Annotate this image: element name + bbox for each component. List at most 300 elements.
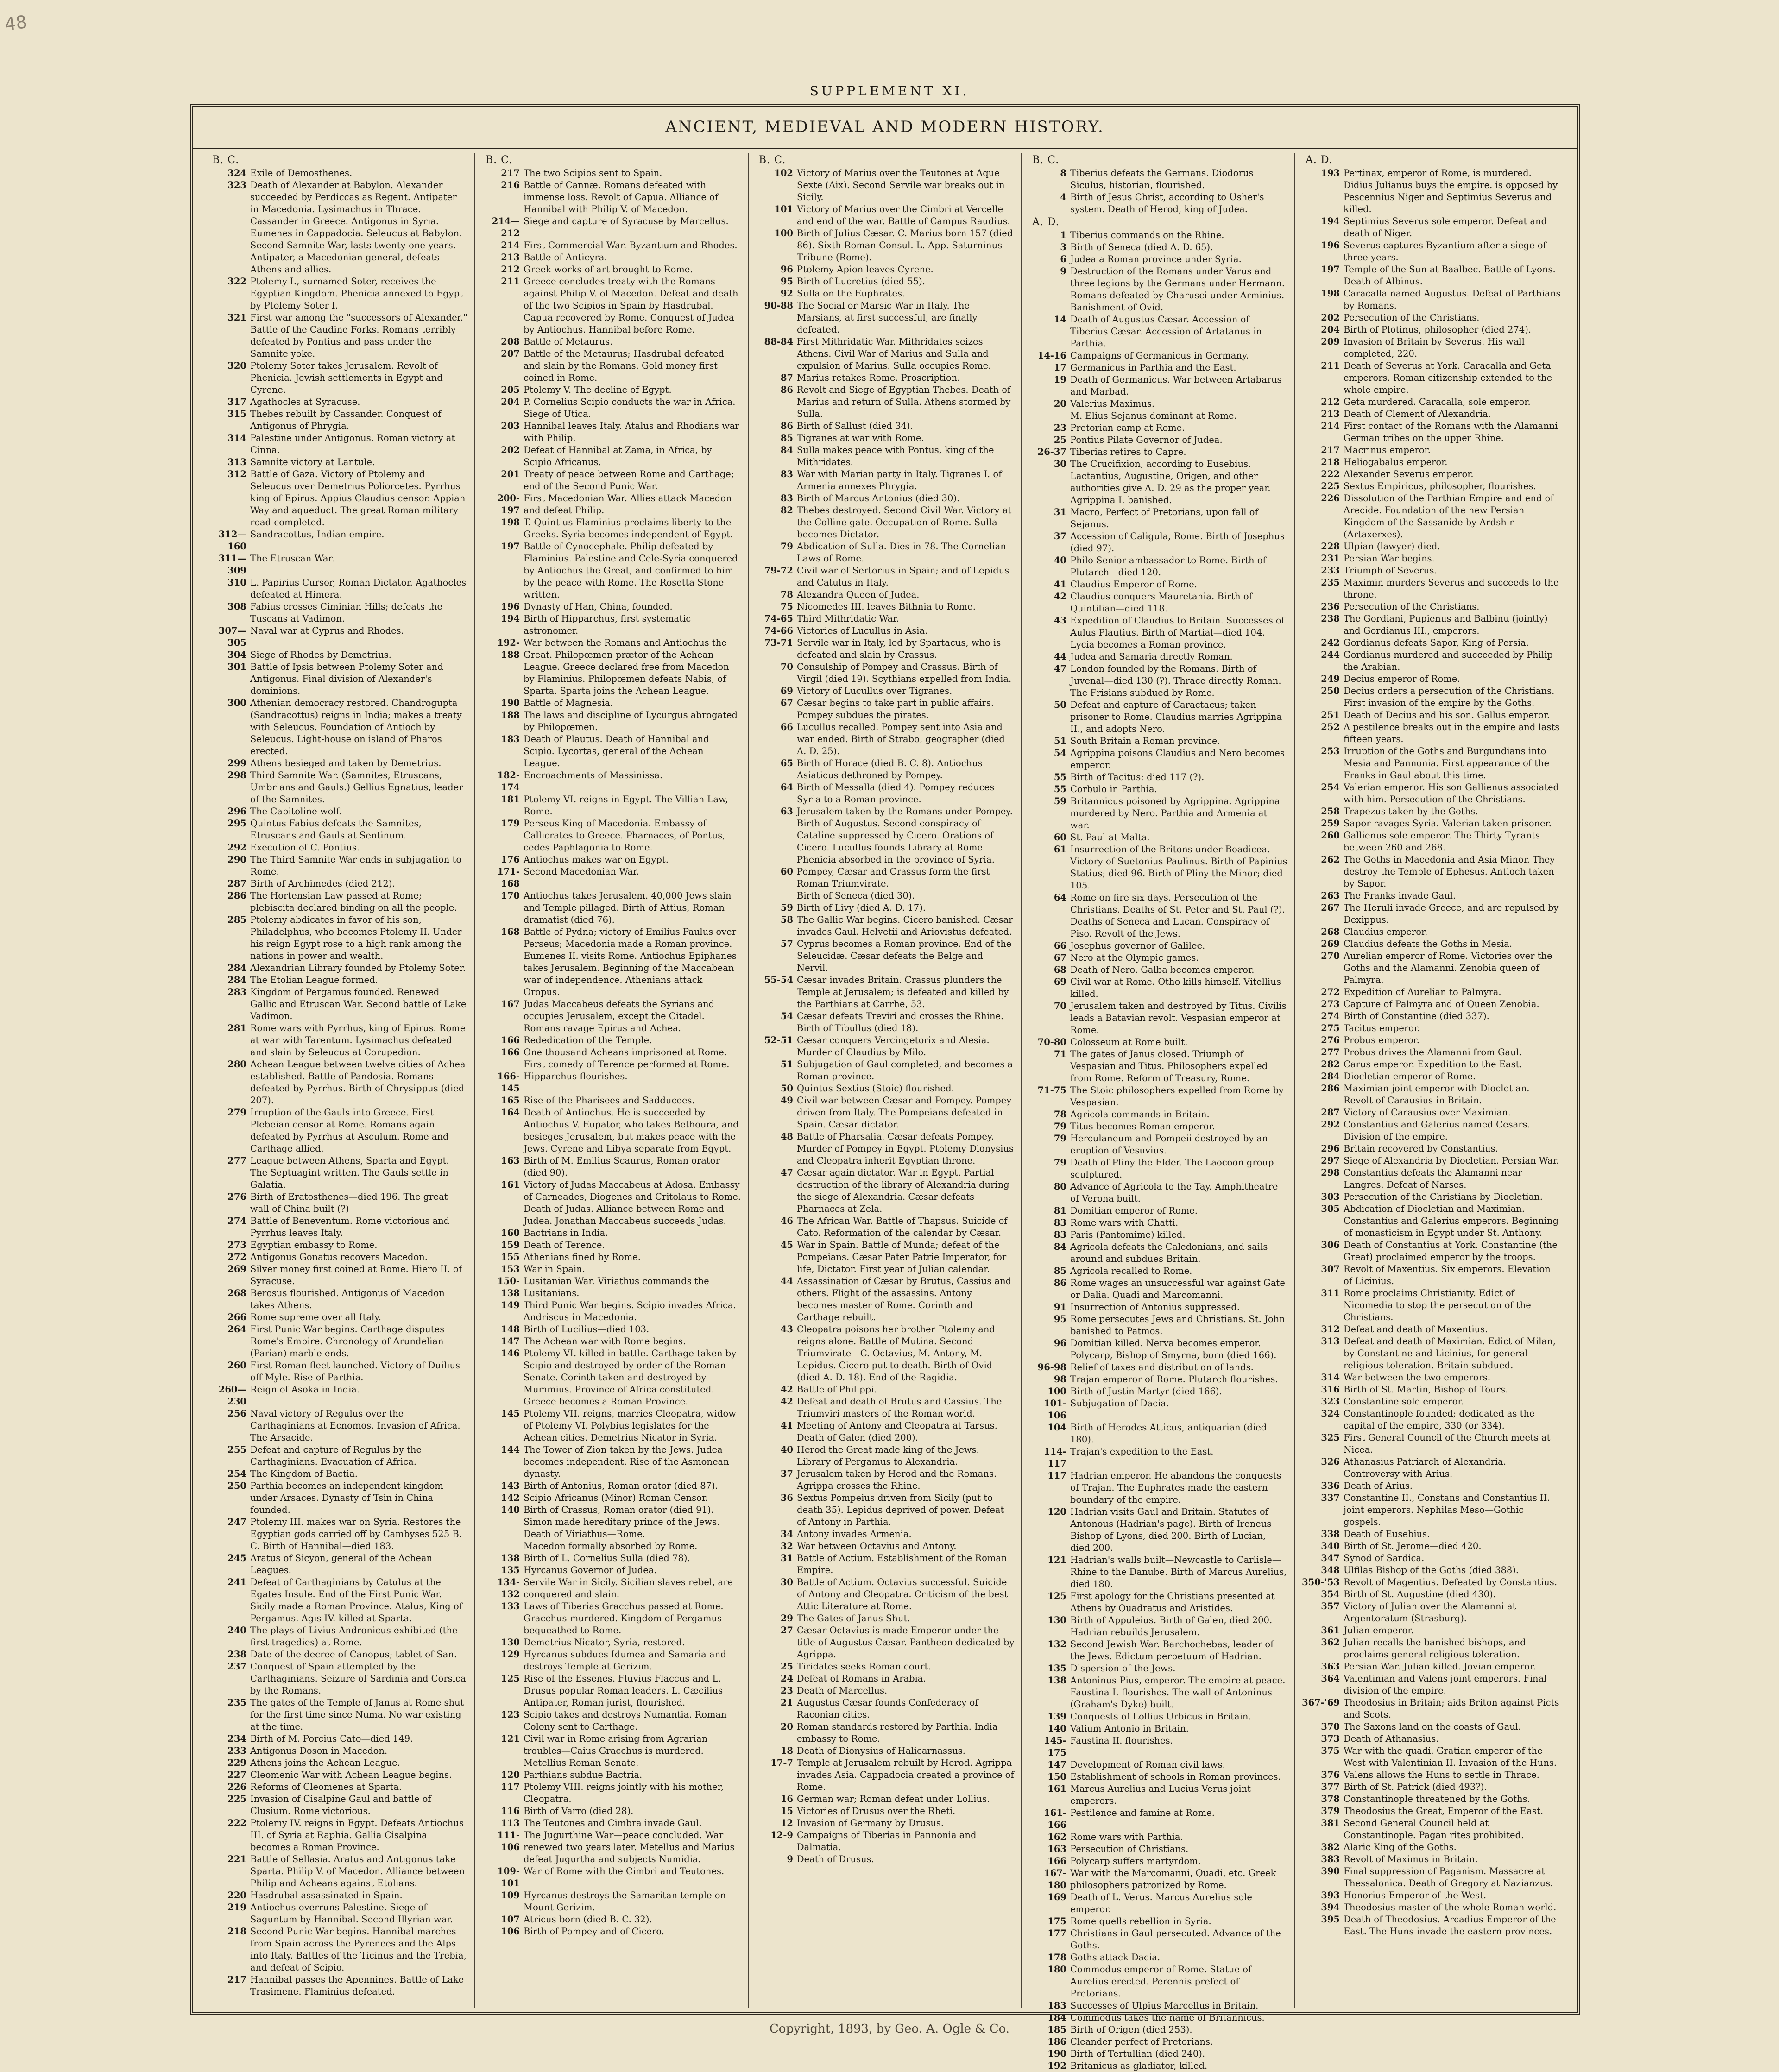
entry-year: 200-197 bbox=[497, 493, 520, 516]
entry-year: 95 bbox=[1054, 1314, 1066, 1324]
entry-text: Birth of Tertullian (died 240). bbox=[1070, 2048, 1205, 2059]
entry-year: 186 bbox=[1047, 2036, 1066, 2047]
history-entry bbox=[208, 1902, 468, 1926]
entry-year: 286 bbox=[227, 890, 246, 901]
entry-text: Antiochus makes war on Egypt. bbox=[524, 854, 669, 865]
history-entry bbox=[755, 167, 1015, 203]
entry-text: Athenians fined by Rome. bbox=[524, 1252, 641, 1262]
entry-year: 295 bbox=[227, 818, 246, 829]
entry-text: Trapezus taken by the Goths. bbox=[1344, 806, 1478, 817]
entry-text: Death of Augustus Cæsar. Accession of Tiberius Cæsar. Accession of Artatanus in Parthia. bbox=[1070, 314, 1262, 349]
entry-year: 167-180 bbox=[1044, 1868, 1066, 1890]
entry-year: 198 bbox=[1321, 288, 1340, 299]
history-entry bbox=[208, 962, 468, 974]
entry-year: 84 bbox=[780, 445, 793, 455]
entry-year bbox=[208, 252, 250, 276]
entry-year: 263 bbox=[1321, 890, 1340, 901]
entry-text: Death of L. Verus. Marcus Aurelius sole emperor. bbox=[1070, 1892, 1252, 1915]
entry-text: Birth of L. Cornelius Sulla (died 78). bbox=[524, 1553, 690, 1563]
entry-text: Rome proclaims Christianity. Edict of Nicomedia to stop the persecution of the Christians. bbox=[1344, 1288, 1531, 1323]
history-entry bbox=[1028, 1121, 1288, 1133]
history-entry bbox=[1302, 1432, 1561, 1456]
history-entry bbox=[1302, 444, 1561, 456]
entry-year: 370 bbox=[1321, 1721, 1340, 1732]
entry-text: Judea a Roman province under Syria. bbox=[1070, 254, 1242, 265]
entry-text: Josephus governor of Galilee. bbox=[1070, 940, 1205, 951]
history-entry bbox=[1302, 890, 1561, 902]
entry-year: 254 bbox=[1321, 782, 1340, 793]
history-entry bbox=[208, 986, 468, 1022]
entry-text: Battle of Beneventum. Rome victorious and Pyrrhus leaves Italy. bbox=[250, 1215, 450, 1238]
entry-year: 207 bbox=[501, 348, 520, 359]
entry-year: 379 bbox=[1321, 1806, 1340, 1816]
history-entry bbox=[1302, 1576, 1561, 1588]
entry-text: Severus captures Byzantium after a siege of three years. bbox=[1344, 240, 1546, 263]
history-entry bbox=[208, 456, 468, 468]
history-entry bbox=[1302, 1119, 1561, 1143]
entry-text: Colosseum at Rome built. bbox=[1070, 1037, 1188, 1047]
entry-year: 32 bbox=[780, 1541, 793, 1551]
history-entry bbox=[1028, 1000, 1288, 1036]
entry-text: The Jugurthine War—peace concluded. War renewed two years later. Metellus and Marius defeat Jugurtha and subjects Numidia. bbox=[524, 1830, 735, 1864]
entry-text: Persian War. Julian killed. Jovian emperor. bbox=[1344, 1661, 1536, 1672]
entry-text: Pontius Pilate Governor of Judea. bbox=[1070, 435, 1223, 445]
history-entry bbox=[755, 432, 1015, 444]
entry-year: 150-138 bbox=[497, 1276, 520, 1298]
entry-year: 79 bbox=[780, 541, 793, 552]
entry-text: Polycarp suffers martyrdom. bbox=[1070, 1856, 1201, 1866]
entry-year: 20 bbox=[1054, 398, 1066, 409]
history-entry bbox=[1302, 1022, 1561, 1034]
entry-year: 27 bbox=[780, 1625, 793, 1636]
entry-year: 114-117 bbox=[1044, 1446, 1066, 1469]
entry-year: 145 bbox=[501, 1408, 520, 1419]
history-entry bbox=[1302, 1817, 1561, 1841]
entry-year: 203 bbox=[501, 421, 520, 431]
history-entry bbox=[208, 806, 468, 818]
entry-year: 347 bbox=[1321, 1553, 1340, 1563]
entry-text: Servile war in Italy, led by Spartacus, who is defeated and slain by Crassus. bbox=[797, 637, 1001, 660]
history-entry bbox=[208, 914, 468, 962]
entry-year: 100 bbox=[1047, 1386, 1066, 1397]
entry-year: 44 bbox=[1054, 651, 1066, 662]
history-entry bbox=[1028, 1398, 1288, 1422]
entry-year: 285 bbox=[227, 914, 246, 925]
history-entry bbox=[1028, 1361, 1288, 1373]
history-entry bbox=[208, 1661, 468, 1697]
entry-text: Rededication of the Temple. bbox=[524, 1035, 652, 1045]
history-entry bbox=[755, 902, 1015, 914]
history-entry bbox=[755, 288, 1015, 300]
entry-text: The gates of Janus closed. Triumph of Vespasian and Titus. Philosophers expelled from Rome. Reform of Treasury, Rome. bbox=[1070, 1049, 1268, 1083]
history-entry bbox=[208, 1733, 468, 1745]
entry-text: Titus becomes Roman emperor. bbox=[1070, 1121, 1215, 1132]
entry-text: Constantinople founded; dedicated as the capital of the empire, 330 (or 334). bbox=[1344, 1408, 1535, 1431]
column-1 bbox=[202, 153, 475, 2008]
entry-text: Birth of Tacitus; died 117 (?). bbox=[1070, 772, 1205, 782]
entry-year: 216 bbox=[501, 180, 520, 190]
entry-year: 82 bbox=[780, 505, 793, 516]
entry-text: Dispersion of the Jews. bbox=[1070, 1663, 1176, 1674]
history-entry bbox=[1028, 771, 1288, 783]
history-entry bbox=[482, 1781, 741, 1805]
entry-text: Valentinian and Valens joint emperors. Final division of the empire. bbox=[1344, 1673, 1547, 1696]
entry-text: Nero at the Olympic games. bbox=[1070, 952, 1199, 963]
entry-year: 227 bbox=[227, 1770, 246, 1780]
entry-year: 181 bbox=[501, 794, 520, 805]
entry-year: 190 bbox=[501, 698, 520, 708]
history-entry bbox=[1028, 831, 1288, 844]
entry-text: Philo Senior ambassador to Rome. Birth of Plutarch—died 120. bbox=[1070, 555, 1266, 578]
entry-year: 30 bbox=[780, 1577, 793, 1587]
entry-text: Birth of Constantine (died 337). bbox=[1344, 1011, 1489, 1021]
history-entry bbox=[755, 866, 1015, 890]
history-entry bbox=[755, 637, 1015, 661]
entry-year: 41 bbox=[1054, 579, 1066, 590]
entry-text: Nicomedes III. leaves Bithnia to Rome. bbox=[797, 601, 976, 612]
entry-text: Hyrcanus subdues Idumea and Samaria and destroys Temple at Gerizim. bbox=[524, 1649, 726, 1672]
entry-year: 170 bbox=[501, 890, 520, 901]
history-entry bbox=[755, 227, 1015, 264]
entry-year: 123 bbox=[501, 1709, 520, 1720]
history-entry bbox=[755, 1215, 1015, 1239]
history-entry bbox=[1028, 1386, 1288, 1398]
history-entry bbox=[1028, 663, 1288, 699]
entry-year: 188 bbox=[501, 710, 520, 720]
history-entry bbox=[1028, 1891, 1288, 1915]
entry-text: Death of Nero. Galba becomes emperor. bbox=[1070, 964, 1255, 975]
entry-year: 214 bbox=[1321, 421, 1340, 431]
entry-text: Hadrian's walls built—Newcastle to Carlisle—Rhine to the Danube. Birth of Marcus Aurelius, died 180. bbox=[1070, 1555, 1287, 1589]
entry-text: The Saxons land on the coasts of Gaul. bbox=[1344, 1721, 1521, 1732]
entry-year: 43 bbox=[780, 1324, 793, 1335]
column-4 bbox=[1022, 153, 1295, 2071]
entry-year: 69 bbox=[1054, 976, 1066, 987]
supplement-heading: SUPPLEMENT XI. bbox=[809, 83, 970, 99]
entry-text: Defeat and capture of Caractacus; taken prisoner to Rome. Claudius marries Agrippina II., and adopts Nero. bbox=[1070, 699, 1282, 734]
entry-year: 311 bbox=[1321, 1288, 1340, 1298]
entry-year: 41 bbox=[780, 1420, 793, 1431]
entry-text: Julian recalls the banished bishops, and proclaims general religious toleration. bbox=[1344, 1637, 1526, 1660]
history-entry bbox=[755, 938, 1015, 974]
entry-year: 51 bbox=[780, 1059, 793, 1070]
entry-year: 140 bbox=[501, 1505, 520, 1515]
entry-year: 46 bbox=[780, 1215, 793, 1226]
history-entry bbox=[208, 529, 468, 553]
history-entry bbox=[1302, 1769, 1561, 1781]
entry-text: Dissolution of the Parthian Empire and end of Arecide. Foundation of the new Persian Kingdom of the Sassanide by Ardshir (Artaxerxes). bbox=[1344, 493, 1554, 540]
history-entry bbox=[1302, 673, 1561, 685]
entry-year: 92 bbox=[780, 288, 793, 299]
entry-text: Death of Plautus. Death of Hannibal and Scipio. Lycortas, general of the Achean League. bbox=[524, 734, 709, 768]
history-entry bbox=[208, 1889, 468, 1902]
entry-year: 284 bbox=[227, 975, 246, 985]
entry-text: Rome wars with Parthia. bbox=[1070, 1832, 1183, 1842]
history-entry bbox=[1028, 253, 1288, 265]
entry-text: Jerusalem taken and destroyed by Titus. Civilis leads a Batavian revolt. Vespasian emperor at Rome. bbox=[1070, 1001, 1287, 1035]
entry-text: Defeat of Carthaginians by Catulus at the Egates Insule. End of the First Punic War. Sicily made a Roman Province. Atalus, King of Pergamus. Agis IV. killed at Sparta. bbox=[250, 1577, 462, 1624]
history-entry bbox=[1028, 1422, 1288, 1446]
entry-text: Birth of M. Emilius Scaurus, Roman orator (died 90). bbox=[524, 1155, 720, 1178]
history-entry bbox=[1028, 795, 1288, 831]
entry-year: 301 bbox=[227, 661, 246, 672]
history-entry bbox=[482, 1263, 741, 1275]
entry-text: Agricola commands in Britain. bbox=[1070, 1109, 1210, 1120]
entry-year: 316 bbox=[1321, 1384, 1340, 1395]
history-entry bbox=[755, 1829, 1015, 1853]
history-entry bbox=[1028, 422, 1288, 434]
entry-text: Death of Severus at York. Caracalla and Geta emperors. Roman citizenship extended to the whole empire. bbox=[1344, 360, 1552, 395]
entry-text: Persecution of the Christians by Diocletian. bbox=[1344, 1191, 1543, 1202]
history-entry bbox=[1302, 1480, 1561, 1492]
history-entry bbox=[755, 468, 1015, 492]
entry-text: St. Paul at Malta. bbox=[1070, 832, 1150, 843]
history-entry bbox=[1302, 745, 1561, 781]
history-entry bbox=[482, 1239, 741, 1251]
entry-year: 160 bbox=[501, 1228, 520, 1238]
entry-text: Ulfilas Bishop of the Goths (died 388). bbox=[1344, 1565, 1519, 1575]
entry-text: Birth of Messalla (died 4). Pompey reduces Syria to a Roman province. bbox=[797, 782, 995, 805]
history-entry bbox=[755, 1323, 1015, 1384]
entry-text: One thousand Acheans imprisoned at Rome. First comedy of Terence performed at Rome. bbox=[524, 1047, 730, 1070]
entry-text: Greek works of art brought to Rome. bbox=[524, 264, 693, 275]
history-entry bbox=[208, 842, 468, 854]
entry-year bbox=[208, 239, 250, 252]
entry-year: 166 bbox=[501, 1047, 520, 1058]
history-entry bbox=[208, 1757, 468, 1769]
entry-year: 292 bbox=[1321, 1119, 1340, 1130]
entry-year: 242 bbox=[1321, 637, 1340, 648]
history-entry bbox=[1302, 312, 1561, 324]
history-entry bbox=[1028, 735, 1288, 747]
history-entry bbox=[1028, 167, 1288, 191]
entry-year: 142 bbox=[501, 1493, 520, 1503]
entry-year: 323 bbox=[227, 180, 246, 190]
history-entry bbox=[482, 167, 741, 179]
entry-text: Tigranes at war with Rome. bbox=[797, 433, 924, 443]
entry-text: Aratus of Sicyon, general of the Achean Leagues. bbox=[250, 1553, 433, 1575]
entry-text: Birth of Lucilius—died 103. bbox=[524, 1324, 650, 1335]
history-entry bbox=[208, 1384, 468, 1408]
entry-text: Death of Clement of Alexandria. bbox=[1344, 409, 1491, 419]
entry-year: 226 bbox=[1321, 493, 1340, 504]
entry-year: 305 bbox=[1321, 1203, 1340, 1214]
entry-year: 23 bbox=[780, 1685, 793, 1696]
history-entry bbox=[1028, 265, 1288, 314]
entry-year: 55-54 bbox=[764, 975, 793, 985]
entry-year: 256 bbox=[227, 1408, 246, 1419]
entry-text: The Kingdom of Bactia. bbox=[250, 1468, 358, 1479]
entry-year: 312 bbox=[1321, 1324, 1340, 1335]
entry-year: 117 bbox=[501, 1782, 520, 1792]
entry-year: 60 bbox=[780, 866, 793, 877]
history-entry bbox=[1302, 1083, 1561, 1107]
entry-text: Ptolemy V. The decline of Egypt. bbox=[524, 384, 672, 395]
entry-year: 83 bbox=[780, 469, 793, 479]
history-entry bbox=[208, 1769, 468, 1781]
entry-year: 190 bbox=[1047, 2048, 1066, 2059]
history-entry bbox=[482, 733, 741, 769]
entry-year: 222 bbox=[1321, 469, 1340, 479]
history-entry bbox=[1028, 976, 1288, 1000]
entry-text: Tiberius commands on the Rhine. bbox=[1070, 230, 1224, 240]
entry-text: Antiochus overruns Palestine. Siege of Saguntum by Hannibal. Second Illyrian war. bbox=[250, 1902, 453, 1925]
history-entry bbox=[208, 1215, 468, 1239]
entry-text: Battle of Actium. Octavius successful. Suicide of Antony and Cleopatra. Criticism of the best Attic Literature at Rome. bbox=[797, 1577, 1008, 1612]
history-entry bbox=[208, 1107, 468, 1155]
entry-text: Birth of Seneca (died A. D. 65). bbox=[1070, 242, 1213, 252]
entry-year: 268 bbox=[1321, 926, 1340, 937]
entry-text: Victories of Drusus over the Rheti. bbox=[797, 1806, 956, 1816]
entry-year: 192 bbox=[1047, 2060, 1066, 2071]
entry-year: 225 bbox=[1321, 481, 1340, 491]
history-entry bbox=[1028, 1783, 1288, 1807]
entry-year: 67 bbox=[780, 698, 793, 708]
entry-year: 340 bbox=[1321, 1541, 1340, 1551]
history-entry bbox=[755, 1396, 1015, 1420]
entry-text: Judea and Samaria directly Roman. bbox=[1070, 651, 1233, 662]
entry-text: Cleopatra poisons her brother Ptolemy and reigns alone. Battle of Mutina. Second Triumvirate—C. Octavius, M. Antony, M. Lepidus. Cicero put to death. Birth of Ovid (died A. D. 18). End of the Ragidia. bbox=[797, 1324, 995, 1383]
history-entry bbox=[1028, 1337, 1288, 1361]
entry-year: 260 bbox=[227, 1360, 246, 1371]
history-entry bbox=[1028, 191, 1288, 215]
entry-text: The Goths in Macedonia and Asia Minor. They destroy the Temple of Ephesus. Antioch taken by Sapor. bbox=[1344, 854, 1555, 889]
entry-text: Rome wars with Pyrrhus, king of Epirus. Rome at war with Tarentum. Lysimachus defeated and slain by Seleucus at Corupedion. bbox=[250, 1023, 466, 1058]
entry-year: 104 bbox=[1047, 1422, 1066, 1433]
entry-year: 233 bbox=[227, 1745, 246, 1756]
entry-text: Battle of Sellasia. Aratus and Antigonus take Sparta. Philip V. of Macedon. Alliance between Philip and Acheans against Etolians. bbox=[250, 1854, 465, 1889]
entry-text: Defeat and death of Maximian. Edict of Milan, by Constantine and Licinius, for general religious toleration. Britain subdued. bbox=[1344, 1336, 1556, 1371]
entry-year: 299 bbox=[227, 758, 246, 768]
entry-year: 192-188 bbox=[497, 637, 520, 660]
entry-text: Second Samnite War, lasts twenty-one years. bbox=[250, 240, 456, 251]
entry-text: M. Elius Sejanus dominant at Rome. bbox=[1070, 410, 1237, 421]
entry-year: 54 bbox=[780, 1011, 793, 1021]
history-entry bbox=[482, 1227, 741, 1239]
history-entry bbox=[755, 1673, 1015, 1685]
entry-text: Battle of Pydna; victory of Emilius Paulus over Perseus; Macedonia made a Roman province. Eumenes II. visits Rome. Antiochus Epiphanes takes Jerusalem. Beginning of the Maccabean war of independence. Athenians attack Oropus. bbox=[524, 926, 737, 997]
entry-text: Execution of C. Pontius. bbox=[250, 842, 360, 853]
entry-text: The Teutones and Cimbra invade Gaul. bbox=[524, 1818, 702, 1828]
entry-text: Abdication of Diocletian and Maximian. Constantius and Galerius emperors. Beginning of monasticism in Egypt under St. Anthony. bbox=[1344, 1203, 1559, 1238]
history-entry bbox=[482, 1889, 741, 1914]
entry-year: 312—160 bbox=[218, 529, 246, 552]
entry-year: 260—230 bbox=[218, 1384, 246, 1407]
history-entry bbox=[482, 1829, 741, 1865]
entry-text: Battle of Metaurus. bbox=[524, 336, 613, 347]
entry-text: Agathocles at Syracuse. bbox=[250, 397, 360, 407]
entry-year: 129 bbox=[501, 1649, 520, 1660]
history-entry bbox=[1028, 1723, 1288, 1735]
entry-year: 290 bbox=[227, 854, 246, 865]
entry-text: Alaric King of the Goths. bbox=[1344, 1842, 1457, 1852]
entry-year: 6 bbox=[1060, 254, 1066, 265]
entry-text: Battle of the Metaurus; Hasdrubal defeated and slain by the Romans. Gold money first coined in Rome. bbox=[524, 348, 724, 383]
entry-year: 276 bbox=[227, 1191, 246, 1202]
entry-year: 9 bbox=[1060, 266, 1066, 277]
history-entry bbox=[482, 516, 741, 541]
entry-text: Ptolemy abdicates in favor of his son, Philadelphus, who becomes Ptolemy II. Under his reign Egypt rose to a high rank among the nations in power and wealth. bbox=[250, 914, 462, 961]
history-entry bbox=[1028, 1711, 1288, 1723]
history-entry bbox=[482, 1600, 741, 1637]
entry-text: Cleomenic War with Achean League begins. bbox=[250, 1770, 452, 1780]
entry-year: 125 bbox=[501, 1673, 520, 1684]
entry-text: Britain recovered by Constantius. bbox=[1344, 1143, 1498, 1154]
history-entry bbox=[1302, 854, 1561, 890]
history-entry bbox=[1302, 324, 1561, 336]
history-entry bbox=[1302, 1552, 1561, 1564]
history-entry bbox=[1028, 1771, 1288, 1783]
history-entry bbox=[482, 541, 741, 601]
entry-text: Subjugation of Gaul completed, and becomes a Roman province. bbox=[797, 1059, 1013, 1082]
entry-text: Third Samnite War. (Samnites, Etruscans, Umbrians and Gauls.) Gellius Egnatius, leader of the Samnites. bbox=[250, 770, 463, 805]
title-bar bbox=[193, 107, 1577, 149]
entry-text: Birth of Julius Cæsar. C. Marius born 157 (died 86). Sixth Roman Consul. L. App. Saturninus Tribune (Rome). bbox=[797, 228, 1013, 263]
entry-year: 101-106 bbox=[1044, 1398, 1066, 1421]
entry-year: 266 bbox=[227, 1312, 246, 1323]
history-entry bbox=[482, 1637, 741, 1649]
entry-text: Ptolemy III. makes war on Syria. Restores the Egyptian gods carried off by Cambyses 525 B. C. Birth of Hannibal—died 183. bbox=[250, 1517, 462, 1551]
history-entry bbox=[482, 769, 741, 794]
history-entry bbox=[1302, 1335, 1561, 1372]
entry-text: Britannicus poisoned by Agrippina. Agrippina murdered by Nero. Parthia and Armenia at war. bbox=[1070, 796, 1280, 831]
entry-year bbox=[482, 1540, 524, 1552]
entry-year: 84 bbox=[1054, 1241, 1066, 1252]
entry-year: 98 bbox=[1054, 1374, 1066, 1385]
entry-year: 42 bbox=[780, 1384, 793, 1395]
history-entry bbox=[208, 553, 468, 577]
history-entry bbox=[208, 1745, 468, 1757]
entry-text: Demetrius Nicator, Syria, restored. bbox=[524, 1637, 685, 1648]
entry-year: 166 bbox=[501, 1035, 520, 1045]
entry-year: 162 bbox=[1047, 1832, 1066, 1842]
history-entry bbox=[1028, 1638, 1288, 1663]
history-entry bbox=[755, 806, 1015, 866]
entry-year: 322 bbox=[227, 276, 246, 287]
entry-text: Maximian joint emperor with Diocletian. Revolt of Carausius in Britain. bbox=[1344, 1083, 1530, 1106]
entry-text: Constantius and Galerius named Cesars. Division of the empire. bbox=[1344, 1119, 1530, 1142]
entry-year: 287 bbox=[1321, 1107, 1340, 1118]
history-entry bbox=[482, 420, 741, 444]
entry-year: 395 bbox=[1321, 1914, 1340, 1925]
entry-text: Irruption of the Gauls into Greece. First Plebeian censor at Rome. Romans again defeated by Pyrrhus at Asculum. Rome and Carthage allied. bbox=[250, 1107, 449, 1154]
history-entry bbox=[208, 239, 468, 252]
history-entry bbox=[1302, 215, 1561, 239]
entry-year: 208 bbox=[501, 336, 520, 347]
entry-year: 214 bbox=[501, 240, 520, 251]
history-entry bbox=[482, 348, 741, 384]
entry-year: 194 bbox=[1321, 216, 1340, 227]
entry-year: 50 bbox=[1054, 699, 1066, 710]
history-entry bbox=[755, 420, 1015, 432]
entry-text: Birth of Antonius, Roman orator (died 87). bbox=[524, 1480, 718, 1491]
entry-year: 83 bbox=[1054, 1229, 1066, 1240]
entry-text: Corbulo in Parthia. bbox=[1070, 784, 1157, 794]
entry-text: Goths attack Dacia. bbox=[1070, 1952, 1161, 1963]
entry-year: 222 bbox=[227, 1818, 246, 1828]
entry-year: 79 bbox=[1054, 1157, 1066, 1168]
entry-year: 282 bbox=[1321, 1059, 1340, 1070]
history-entry bbox=[1302, 1889, 1561, 1902]
history-entry bbox=[755, 1757, 1015, 1793]
entry-text: Agrippina poisons Claudius and Nero becomes emperor. bbox=[1070, 748, 1285, 770]
history-entry bbox=[208, 1239, 468, 1251]
entry-year: 264 bbox=[227, 1324, 246, 1335]
entry-year: 233 bbox=[1321, 565, 1340, 576]
entry-text: The Tower of Zion taken by the Jews. Judea becomes independent. Rise of the Asmonean dynasty. bbox=[524, 1444, 729, 1479]
entry-text: Macedon formally absorbed by Rome. bbox=[524, 1541, 698, 1551]
entry-year: 135 bbox=[1047, 1663, 1066, 1674]
